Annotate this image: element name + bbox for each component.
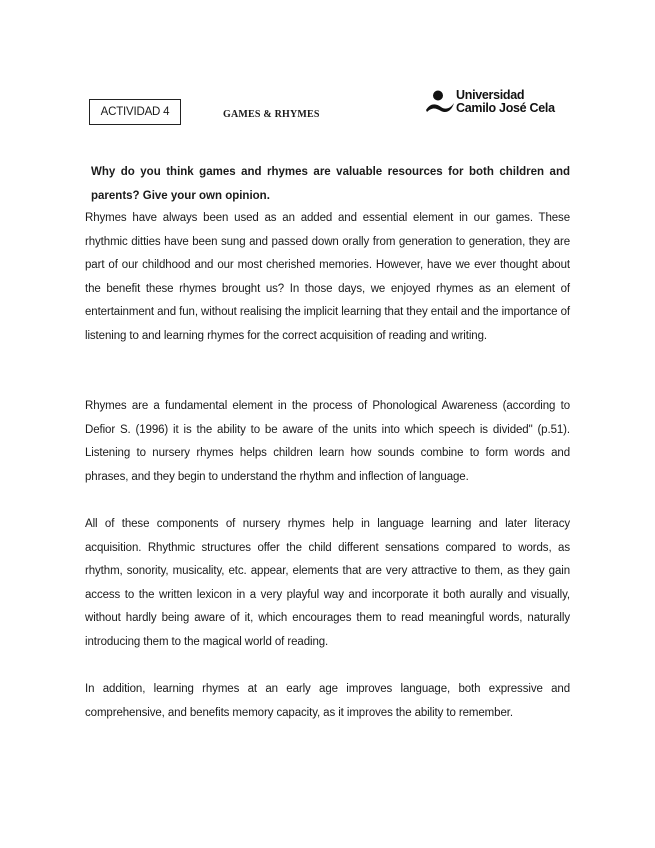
paragraph-4: In addition, learning rhymes at an early age improves language, both expressive and comprehensive, and benefits memory capacity, as it improves the ability to remember. xyxy=(85,683,570,719)
university-logo-icon xyxy=(425,88,455,118)
logo-text-line2: Camilo José Cela xyxy=(456,101,555,115)
activity-label-box: ACTIVIDAD 4 xyxy=(89,99,181,125)
paragraph-3: All of these components of nursery rhymes help in language learning and later literacy acquisition. Rhythmic structures offer the child different sensations compared to words, as rhythm, sonority, musicality, etc. appear, elements that are very attractive to them, as they gain access to the written lexicon in a very playful way and incorporate it both aurally and visually, without hardly being aware of it, which encourages them to read meaningful words, naturally introducing them to the magical world of reading. xyxy=(85,518,570,648)
paragraph-2: Rhymes are a fundamental element in the process of Phonological Awareness (according to Defior S. (1996) it is the ability to be aware of the units into which speech is divided" (p.51). Listening to nursery rhymes helps children learn how sounds combine to form words and phrases, and they begin to understand the rhythm and inflection of language. xyxy=(85,400,570,483)
question-heading: Why do you think games and rhymes are valuable resources for both children and parents? Give your own opinion. xyxy=(91,166,570,202)
logo-text-line1: Universidad xyxy=(456,88,525,102)
document-title: GAMES & RHYMES xyxy=(223,109,320,120)
paragraph-1: Rhymes have always been used as an added and essential element in our games. These rhythmic ditties have been sung and passed down orally from generation to generation, they are part of our childhood and our most cherished memories. However, have we ever thought about the benefit these rhymes brought us? In those days, we enjoyed rhymes as an element of entertainment and fun, without realising the implicit learning that they entail and the importance of listening to and learning rhymes for the correct acquisition of reading and writing. xyxy=(85,212,570,342)
university-logo xyxy=(425,88,555,118)
